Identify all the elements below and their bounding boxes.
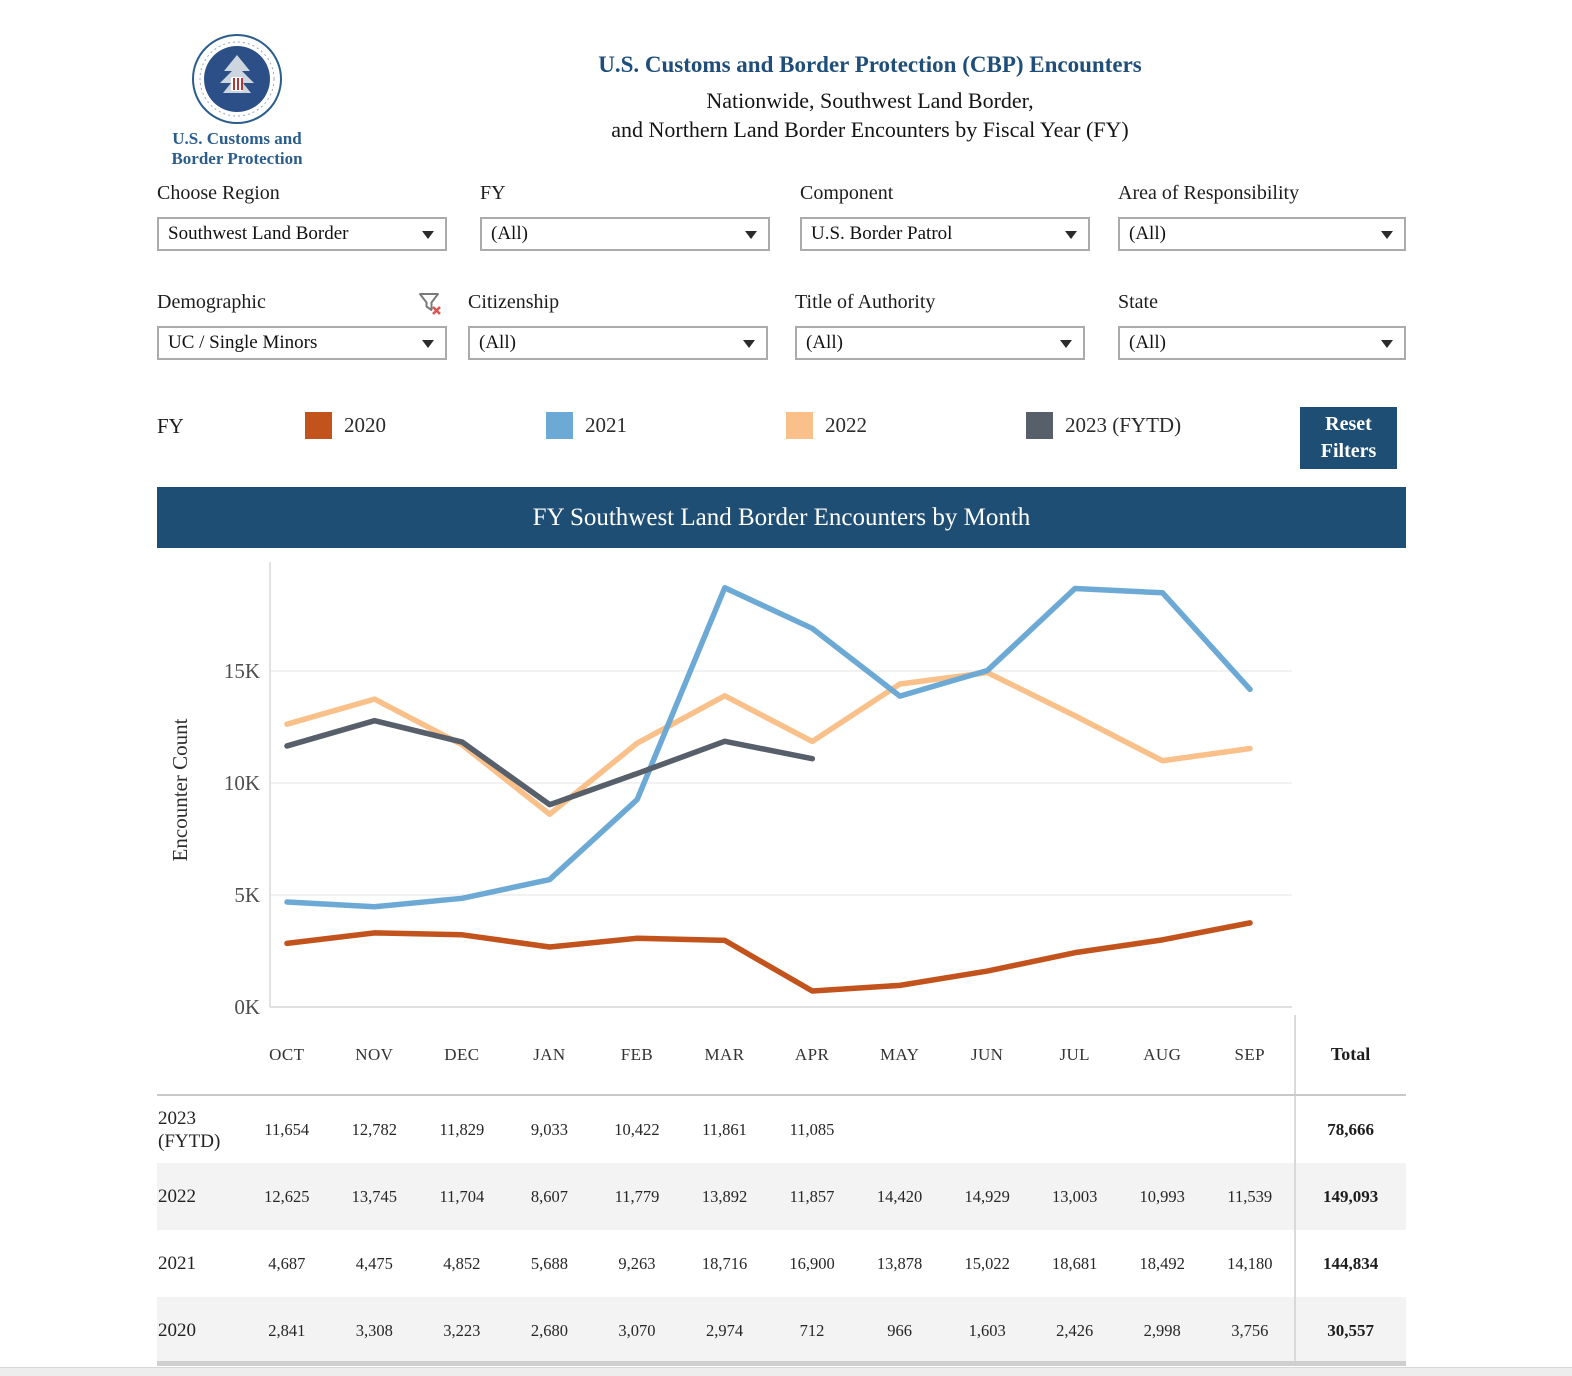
value-cell: 12,782 <box>351 1119 397 1139</box>
month-column-header: APR <box>794 1044 830 1064</box>
value-cell <box>1118 1096 1206 1163</box>
reset-filters-button[interactable]: Reset Filters <box>1300 407 1397 469</box>
total-cell: 30,557 <box>1294 1297 1406 1364</box>
filter-fy <box>480 182 770 254</box>
filter-label: Component <box>800 182 894 204</box>
value-cell: 11,857 <box>789 1186 835 1206</box>
chevron-down-icon <box>1065 231 1077 239</box>
dropdown-value: (All) <box>806 332 843 353</box>
table-row-2020 <box>157 1297 1406 1364</box>
value-cell: 2,841 <box>268 1320 306 1340</box>
cbp-logo-block <box>155 33 319 169</box>
series-line-2022[interactable] <box>287 673 1250 815</box>
total-cell: 78,666 <box>1294 1096 1406 1163</box>
demographic-dropdown[interactable] <box>157 326 447 360</box>
state-dropdown[interactable] <box>1118 326 1406 360</box>
area-of-responsibility-dropdown[interactable] <box>1118 217 1406 251</box>
value-cell: 3,223 <box>443 1320 481 1340</box>
month-column-header: MAY <box>879 1044 920 1064</box>
value-cell: 13,878 <box>876 1253 923 1273</box>
value-cell: 9,263 <box>618 1253 656 1273</box>
row-label: 2022 <box>158 1186 196 1207</box>
total-cell: 149,093 <box>1294 1163 1406 1230</box>
clear-filter-icon[interactable] <box>417 291 443 317</box>
value-cell <box>1031 1096 1119 1163</box>
page-subtitle: Nationwide, Southwest Land Border, and Northern Land Border Encounters by Fiscal Year (FY) <box>611 88 1129 142</box>
series-line-2023-FYTD-[interactable] <box>287 721 812 805</box>
dropdown-value: (All) <box>479 332 516 353</box>
encounters-chart[interactable] <box>157 560 1406 1015</box>
legend-swatch <box>786 412 813 439</box>
value-cell: 2,680 <box>530 1320 568 1340</box>
y-axis-tick: 5K <box>234 883 260 907</box>
choose-region-dropdown[interactable] <box>157 217 447 251</box>
value-cell: 18,492 <box>1139 1253 1185 1273</box>
value-cell: 14,180 <box>1227 1253 1273 1273</box>
filter-label: Choose Region <box>157 182 280 204</box>
page-title: U.S. Customs and Border Protection (CBP) Encounters <box>598 52 1142 77</box>
chevron-down-icon <box>745 231 757 239</box>
dropdown-value: Southwest Land Border <box>168 223 349 244</box>
filter-title-of-authority <box>795 291 1085 363</box>
month-column-header: OCT <box>269 1044 305 1064</box>
legend-swatch <box>546 412 573 439</box>
value-cell: 966 <box>887 1320 912 1340</box>
table-header-row <box>157 1015 1406 1096</box>
series-line-2020[interactable] <box>287 923 1250 991</box>
month-column-header: JAN <box>533 1044 566 1064</box>
dropdown-value: (All) <box>491 223 528 244</box>
component-dropdown[interactable] <box>800 217 1090 251</box>
cbp-seal-icon <box>191 33 283 125</box>
horizontal-scrollbar[interactable] <box>0 1367 1572 1376</box>
filter-state <box>1118 291 1406 363</box>
dropdown-value: UC / Single Minors <box>168 332 318 353</box>
row-label: 2020 <box>158 1320 196 1341</box>
value-cell: 2,974 <box>705 1320 744 1340</box>
chevron-down-icon <box>1381 231 1393 239</box>
chevron-down-icon <box>422 340 434 348</box>
page-title-block <box>390 52 1350 144</box>
month-column-header: JUL <box>1059 1044 1090 1064</box>
filter-area-of-responsibility <box>1118 182 1406 254</box>
value-cell: 3,070 <box>618 1320 656 1340</box>
y-axis-tick: 0K <box>234 995 260 1015</box>
table-corner-cell <box>157 1015 243 1094</box>
row-label: 2023 (FYTD) <box>158 1107 221 1152</box>
value-cell: 11,861 <box>702 1119 747 1139</box>
filter-component <box>800 182 1090 254</box>
value-cell: 18,716 <box>701 1253 748 1273</box>
y-axis-tick: 15K <box>223 659 260 683</box>
value-cell <box>943 1096 1031 1163</box>
value-cell: 10,993 <box>1139 1186 1185 1206</box>
value-cell: 2,998 <box>1143 1320 1181 1340</box>
value-cell: 5,688 <box>530 1253 568 1273</box>
total-column-header: Total <box>1294 1015 1406 1094</box>
table-row-2021 <box>157 1230 1406 1297</box>
value-cell: 4,852 <box>443 1253 481 1273</box>
month-column-header: AUG <box>1143 1044 1182 1064</box>
value-cell: 15,022 <box>964 1253 1010 1273</box>
value-cell: 16,900 <box>789 1253 835 1273</box>
value-cell: 13,745 <box>351 1186 397 1206</box>
table-row-2023-FYTD- <box>157 1096 1406 1163</box>
legend-item-2022[interactable]: 2022 <box>786 411 867 439</box>
chart-title-bar: FY Southwest Land Border Encounters by Month <box>157 487 1406 548</box>
month-column-header: NOV <box>355 1044 394 1064</box>
value-cell: 13,003 <box>1052 1186 1098 1206</box>
y-axis-tick: 10K <box>223 771 260 795</box>
row-label: 2021 <box>158 1253 196 1274</box>
value-cell <box>856 1096 944 1163</box>
value-cell: 12,625 <box>264 1186 310 1206</box>
dropdown-value: (All) <box>1129 223 1166 244</box>
chevron-down-icon <box>1381 340 1393 348</box>
citizenship-dropdown[interactable] <box>468 326 768 360</box>
chevron-down-icon <box>422 231 434 239</box>
fy-dropdown[interactable] <box>480 217 770 251</box>
dropdown-value: (All) <box>1129 332 1166 353</box>
value-cell: 8,607 <box>530 1186 568 1206</box>
monthly-table <box>157 1015 1406 1364</box>
value-cell: 18,681 <box>1052 1253 1098 1273</box>
legend-swatch <box>1026 412 1053 439</box>
filter-label: State <box>1118 291 1158 313</box>
filter-label: Citizenship <box>468 291 560 313</box>
legend-item-2021[interactable]: 2021 <box>546 411 627 439</box>
month-column-header: DEC <box>444 1044 480 1064</box>
filter-label: Area of Responsibility <box>1118 182 1300 204</box>
legend-item-2020[interactable]: 2020 <box>305 411 386 439</box>
filter-choose-region <box>157 182 447 254</box>
filter-label: FY <box>480 182 506 204</box>
value-cell: 4,475 <box>355 1253 393 1273</box>
month-column-header: FEB <box>620 1044 654 1064</box>
y-axis-title: Encounter Count <box>168 718 192 862</box>
logo-caption: U.S. Customs and Border Protection <box>171 129 303 168</box>
value-cell: 11,654 <box>264 1119 310 1139</box>
value-cell: 3,756 <box>1231 1320 1269 1340</box>
filter-citizenship <box>468 291 768 363</box>
month-column-header: SEP <box>1234 1044 1266 1064</box>
total-cell: 144,834 <box>1294 1230 1406 1297</box>
title-of-authority-dropdown[interactable] <box>795 326 1085 360</box>
filter-demographic <box>157 291 447 363</box>
value-cell: 11,779 <box>614 1186 660 1206</box>
value-cell: 712 <box>799 1320 825 1340</box>
value-cell <box>1206 1096 1294 1163</box>
legend-item-2023-fytd[interactable]: 2023 (FYTD) <box>1026 411 1181 439</box>
filter-label: Demographic <box>157 291 266 313</box>
value-cell: 11,085 <box>789 1119 835 1139</box>
dropdown-value: U.S. Border Patrol <box>811 223 953 244</box>
month-column-header: JUN <box>970 1044 1004 1064</box>
value-cell: 14,929 <box>964 1186 1010 1206</box>
legend-title: FY <box>157 414 184 438</box>
table-row-2022 <box>157 1163 1406 1230</box>
chevron-down-icon <box>1060 340 1072 348</box>
value-cell: 2,426 <box>1056 1320 1094 1340</box>
filter-label: Title of Authority <box>795 291 936 313</box>
legend-swatch <box>305 412 332 439</box>
value-cell: 13,892 <box>701 1186 748 1206</box>
value-cell: 9,033 <box>530 1119 568 1139</box>
value-cell: 11,539 <box>1227 1186 1273 1206</box>
value-cell: 14,420 <box>876 1186 923 1206</box>
value-cell: 1,603 <box>968 1320 1006 1340</box>
month-column-header: MAR <box>704 1044 745 1064</box>
chevron-down-icon <box>743 340 755 348</box>
value-cell: 11,829 <box>439 1119 485 1139</box>
value-cell: 10,422 <box>614 1119 660 1139</box>
value-cell: 3,308 <box>355 1320 393 1340</box>
table-bottom-border <box>157 1361 1406 1366</box>
value-cell: 4,687 <box>268 1253 306 1273</box>
value-cell: 11,704 <box>439 1186 485 1206</box>
